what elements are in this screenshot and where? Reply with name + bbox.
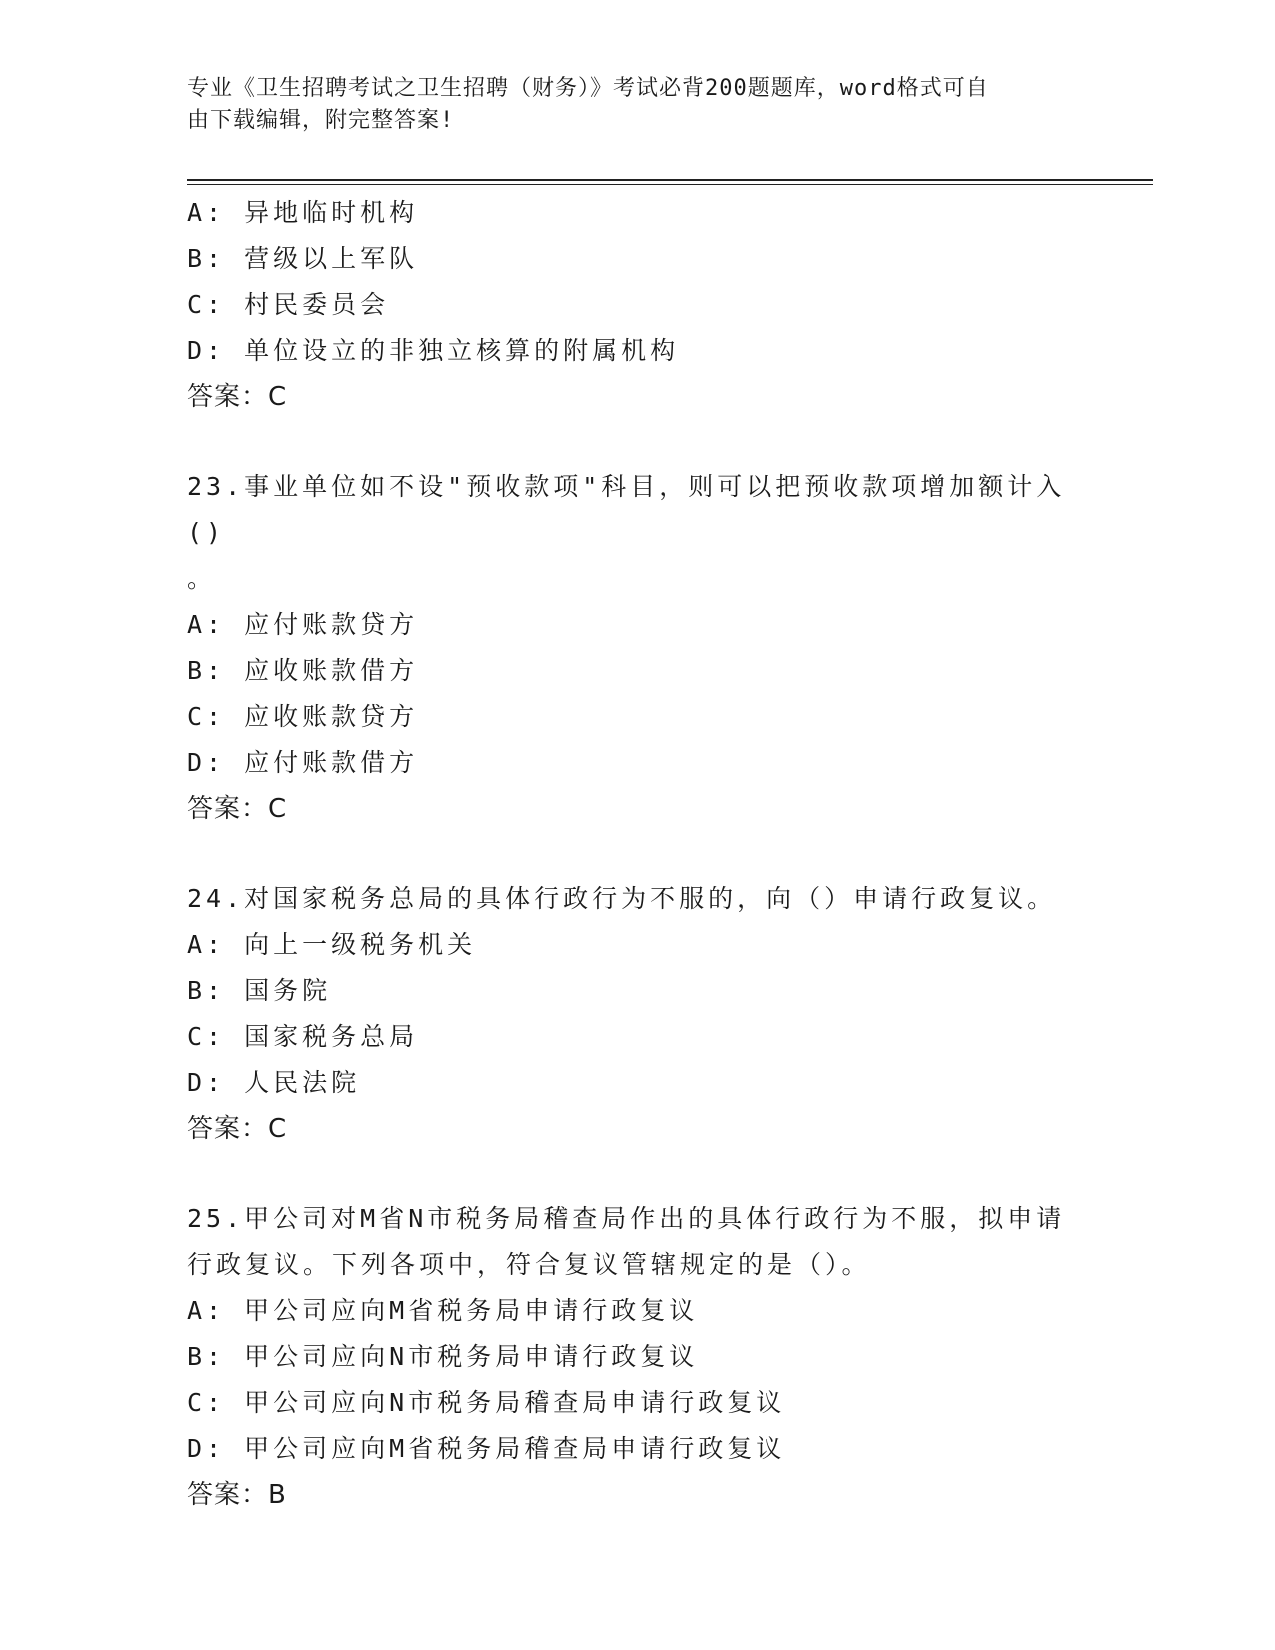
answer: 答案：B (187, 1480, 287, 1510)
option-d: D: 应付账款借方 (187, 748, 419, 777)
header-divider-thick (187, 179, 1153, 181)
question-stem-line-2: 。 (187, 564, 217, 593)
option-c: C: 村民委员会 (187, 290, 390, 319)
option-a: A: 甲公司应向M省税务局申请行政复议 (187, 1296, 699, 1325)
question-23 (187, 464, 1087, 832)
option-a: A: 应付账款贷方 (187, 610, 419, 639)
answer: 答案：C (187, 382, 288, 412)
option-b: B: 营级以上军队 (187, 244, 419, 273)
question-list (187, 190, 1087, 1562)
question-stem-line-1: 23.事业单位如不设"预收款项"科目，则可以把预收款项增加额计入() (187, 472, 1066, 547)
question-24 (187, 876, 1087, 1152)
document-header (187, 73, 1067, 137)
question-25 (187, 1196, 1087, 1518)
option-b: B: 甲公司应向N市税务局申请行政复议 (187, 1342, 699, 1371)
question-22-tail (187, 190, 1087, 420)
option-a: A: 向上一级税务机关 (187, 930, 477, 959)
header-line-1: 专业《卫生招聘考试之卫生招聘（财务）》考试必背200题题库，word格式可自 (187, 76, 989, 101)
answer: 答案：C (187, 1114, 288, 1144)
option-c: C: 国家税务总局 (187, 1022, 419, 1051)
option-a: A: 异地临时机构 (187, 198, 419, 227)
question-stem-line-1: 25.甲公司对M省N市税务局稽查局作出的具体行政行为不服，拟申请 (187, 1204, 1066, 1233)
option-d: D: 人民法院 (187, 1068, 361, 1097)
header-divider-thin (187, 184, 1153, 185)
option-b: B: 国务院 (187, 976, 332, 1005)
answer: 答案：C (187, 794, 288, 824)
question-stem-line-2: 行政复议。下列各项中，符合复议管辖规定的是（）。 (187, 1250, 871, 1279)
option-c: C: 甲公司应向N市税务局稽查局申请行政复议 (187, 1388, 786, 1417)
option-c: C: 应收账款贷方 (187, 702, 419, 731)
option-d: D: 单位设立的非独立核算的附属机构 (187, 336, 680, 365)
option-d: D: 甲公司应向M省税务局稽查局申请行政复议 (187, 1434, 786, 1463)
header-line-2: 由下载编辑，附完整答案! (187, 108, 455, 133)
question-stem-line-1: 24.对国家税务总局的具体行政行为不服的，向（）申请行政复议。 (187, 884, 1057, 913)
option-b: B: 应收账款借方 (187, 656, 419, 685)
